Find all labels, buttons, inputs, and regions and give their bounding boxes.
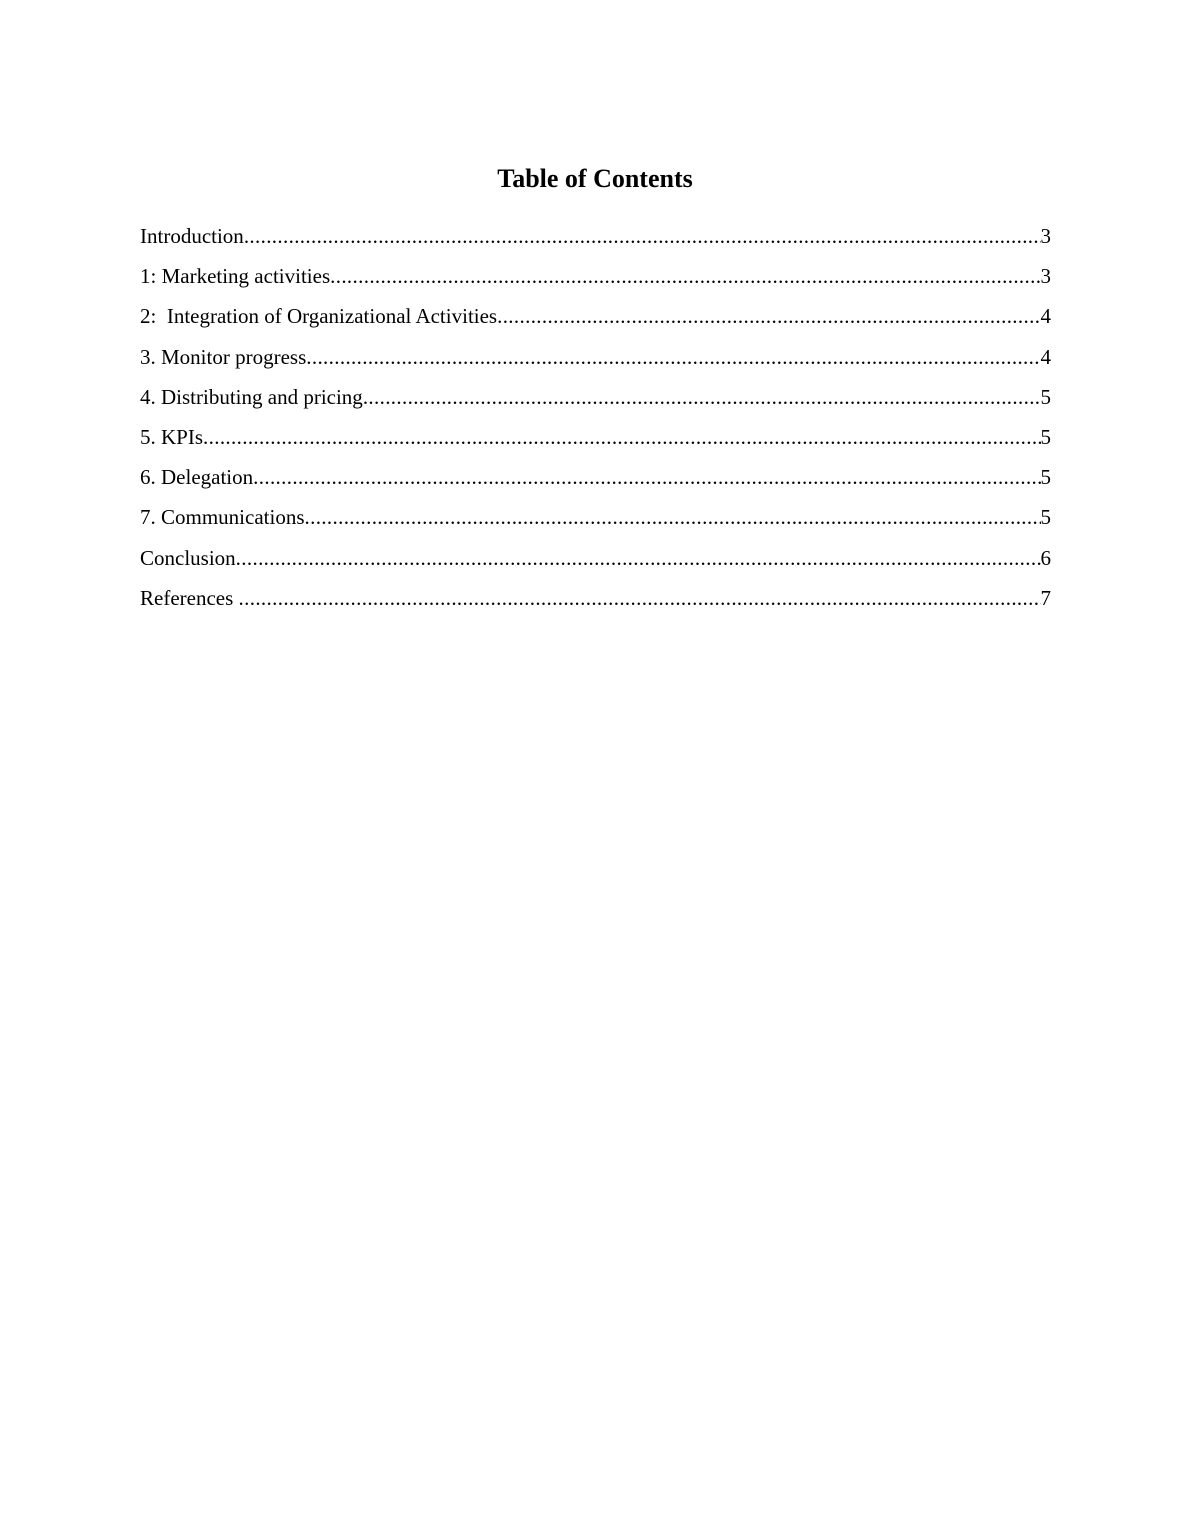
toc-entry-references[interactable] <box>140 581 1051 621</box>
toc-page-number: 5 <box>1040 505 1051 530</box>
toc-entry-label: Conclusion <box>140 545 236 570</box>
toc-dot-leader <box>305 500 1041 534</box>
toc-entry-distributing-pricing[interactable] <box>140 380 1051 420</box>
toc-entry-label: 7. Communications <box>140 505 305 530</box>
toc-entry-label: 6. Delegation <box>140 465 254 490</box>
toc-list <box>140 219 1051 621</box>
toc-page-number: 4 <box>1040 344 1051 369</box>
toc-entry-integration[interactable] <box>140 299 1051 339</box>
toc-entry-label: 2: Integration of Organizational Activities <box>140 304 498 329</box>
toc-entry-label: References <box>140 585 239 610</box>
toc-dot-leader <box>239 581 1041 615</box>
toc-entry-label: 5. KPIs <box>140 424 204 449</box>
toc-page-number: 5 <box>1040 465 1051 490</box>
toc-entry-label: 3. Monitor progress <box>140 344 307 369</box>
toc-entry-introduction[interactable] <box>140 219 1051 259</box>
toc-entry-kpis[interactable] <box>140 420 1051 460</box>
toc-entry-monitor-progress[interactable] <box>140 340 1051 380</box>
toc-dot-leader <box>203 420 1040 454</box>
toc-page-number: 3 <box>1040 264 1051 289</box>
toc-dot-leader <box>244 219 1041 253</box>
toc-entry-label: 4. Distributing and pricing <box>140 384 363 409</box>
toc-title: Table of Contents <box>497 164 693 193</box>
toc-entry-label: 1: Marketing activities <box>140 264 331 289</box>
toc-entry-communications[interactable] <box>140 500 1051 540</box>
toc-entry-delegation[interactable] <box>140 460 1051 500</box>
toc-dot-leader <box>497 299 1040 333</box>
toc-entry-conclusion[interactable] <box>140 541 1051 581</box>
toc-dot-leader <box>306 340 1040 374</box>
toc-dot-leader <box>253 460 1040 494</box>
toc-page-number: 5 <box>1040 424 1051 449</box>
toc-page-number: 6 <box>1040 545 1051 570</box>
toc-dot-leader <box>363 380 1041 414</box>
toc-page-number: 3 <box>1040 224 1051 248</box>
toc-page-number: 7 <box>1040 585 1051 610</box>
toc-page-number: 5 <box>1040 384 1051 409</box>
toc-entry-label: Introduction <box>140 224 244 248</box>
toc-dot-leader <box>236 541 1041 575</box>
toc-dot-leader <box>330 259 1040 293</box>
toc-page-number: 4 <box>1040 304 1051 329</box>
toc-entry-marketing-activities[interactable] <box>140 259 1051 299</box>
